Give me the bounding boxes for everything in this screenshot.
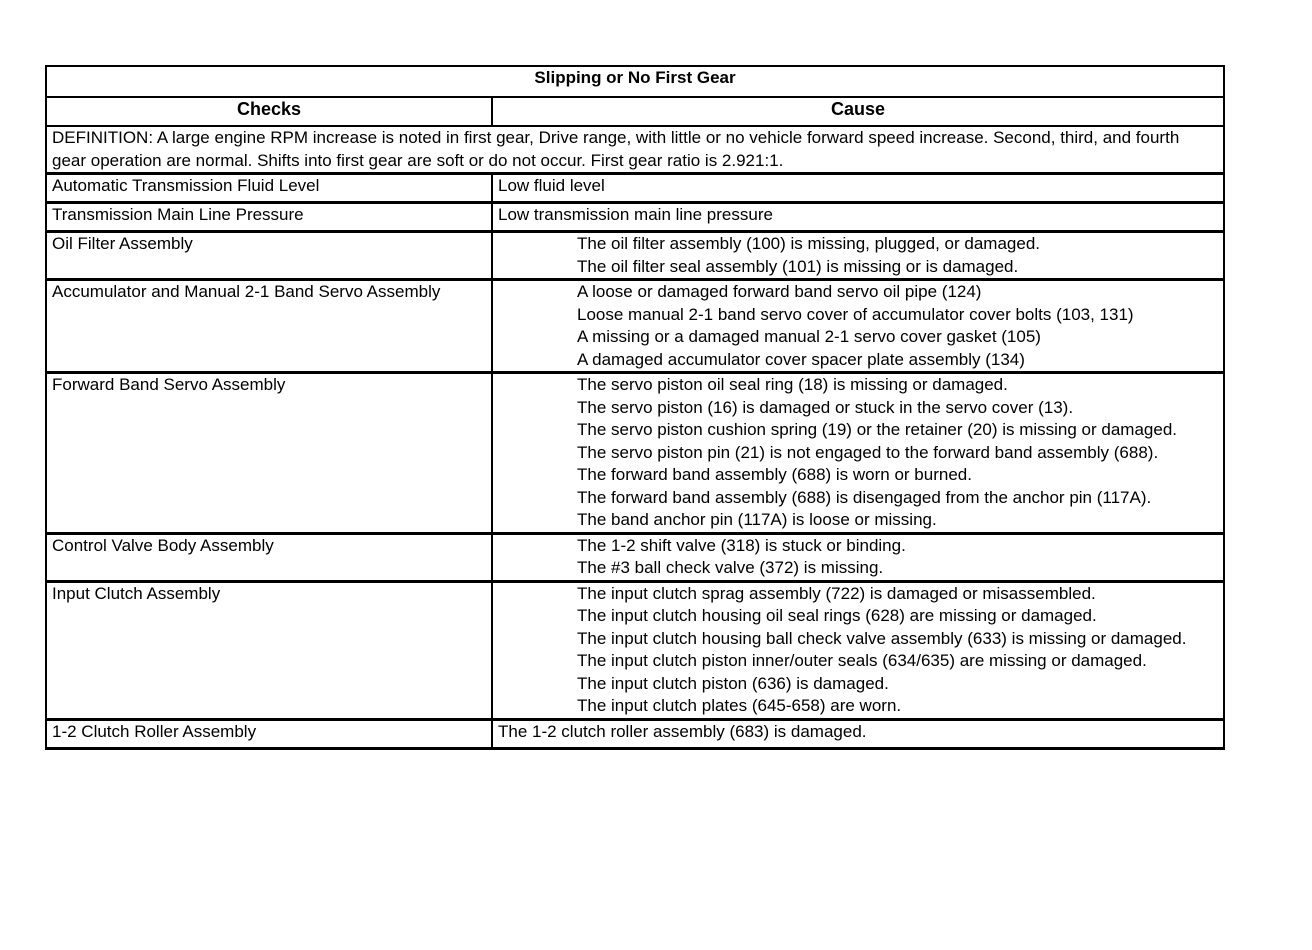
cause-item: The input clutch piston (636) is damaged. — [577, 673, 889, 693]
cause-cell — [492, 581, 1224, 719]
cause-list — [498, 583, 1218, 718]
checks-column-header: Checks — [46, 97, 492, 126]
cause-cell — [492, 280, 1224, 373]
table-row — [46, 373, 1224, 534]
cause-item: The oil filter seal assembly (101) is missing or is damaged. — [577, 256, 1019, 276]
table-body — [46, 126, 1224, 748]
table-title: Slipping or No First Gear — [46, 66, 1224, 97]
cause-cell: The 1-2 clutch roller assembly (683) is damaged. — [492, 719, 1224, 748]
diagnosis-table — [45, 65, 1225, 750]
cause-item: The input clutch housing ball check valve assembly (633) is missing or damaged. — [577, 628, 1187, 648]
cause-list — [498, 233, 1218, 278]
cause-item: The forward band assembly (688) is disengaged from the anchor pin (117A). — [577, 487, 1152, 507]
check-cell: Control Valve Body Assembly — [46, 533, 492, 581]
check-cell: 1-2 Clutch Roller Assembly — [46, 719, 492, 748]
cause-item: The forward band assembly (688) is worn or burned. — [577, 465, 972, 484]
cause-item: The #3 ball check valve (372) is missing. — [577, 558, 884, 577]
cause-cell: Low fluid level — [492, 174, 1224, 203]
table-row — [46, 232, 1224, 280]
table-row — [46, 280, 1224, 373]
cause-item: The input clutch piston inner/outer seals (634/635) are missing or damaged. — [577, 651, 1147, 670]
check-cell: Input Clutch Assembly — [46, 581, 492, 719]
table-row — [46, 174, 1224, 203]
cause-column-header: Cause — [492, 97, 1224, 126]
cause-item: The input clutch housing oil seal rings (628) are missing or damaged. — [577, 606, 1097, 625]
cause-item: The servo piston cushion spring (19) or the retainer (20) is missing or damaged. — [577, 420, 1178, 439]
cause-item: The oil filter assembly (100) is missing, plugged, or damaged. — [577, 234, 1040, 253]
cause-item: Loose manual 2-1 band servo cover of accumulator cover bolts (103, 131) — [577, 304, 1134, 324]
cause-item: A damaged accumulator cover spacer plate assembly (134) — [577, 349, 1025, 369]
cause-cell — [492, 533, 1224, 581]
check-cell: Oil Filter Assembly — [46, 232, 492, 280]
table-header-row — [46, 97, 1224, 126]
check-cell: Automatic Transmission Fluid Level — [46, 174, 492, 203]
cause-item: A loose or damaged forward band servo oil pipe (124) — [577, 282, 982, 301]
definition-text: DEFINITION: A large engine RPM increase is noted in first gear, Drive range, with little or no vehicle forward speed increase. Second, third, and fourth gear operation are normal. Shifts into first gear are soft or do not occur. First gear ratio is 2.921:1. — [46, 126, 1224, 174]
cause-item: The 1-2 shift valve (318) is stuck or binding. — [577, 535, 906, 555]
cause-list — [498, 281, 1218, 371]
cause-item: The servo piston pin (21) is not engaged to the forward band assembly (688). — [577, 442, 1159, 462]
check-cell: Forward Band Servo Assembly — [46, 373, 492, 534]
table-row — [46, 719, 1224, 748]
table-title-row — [46, 66, 1224, 97]
table-row — [46, 533, 1224, 581]
definition-row — [46, 126, 1224, 174]
cause-cell — [492, 232, 1224, 280]
cause-cell: Low transmission main line pressure — [492, 203, 1224, 232]
cause-item: The servo piston oil seal ring (18) is missing or damaged. — [577, 375, 1008, 394]
cause-item: The band anchor pin (117A) is loose or missing. — [577, 510, 937, 529]
cause-item: The input clutch plates (645-658) are worn. — [577, 696, 902, 715]
table-row — [46, 581, 1224, 719]
cause-list — [498, 374, 1218, 532]
cause-item: The servo piston (16) is damaged or stuck in the servo cover (13). — [577, 397, 1074, 417]
cause-item: A missing or a damaged manual 2-1 servo cover gasket (105) — [577, 327, 1041, 346]
cause-list — [498, 535, 1218, 580]
cause-item: The input clutch sprag assembly (722) is damaged or misassembled. — [577, 583, 1096, 603]
table-row — [46, 203, 1224, 232]
cause-cell — [492, 373, 1224, 534]
check-cell: Transmission Main Line Pressure — [46, 203, 492, 232]
check-cell: Accumulator and Manual 2-1 Band Servo Assembly — [46, 280, 492, 373]
